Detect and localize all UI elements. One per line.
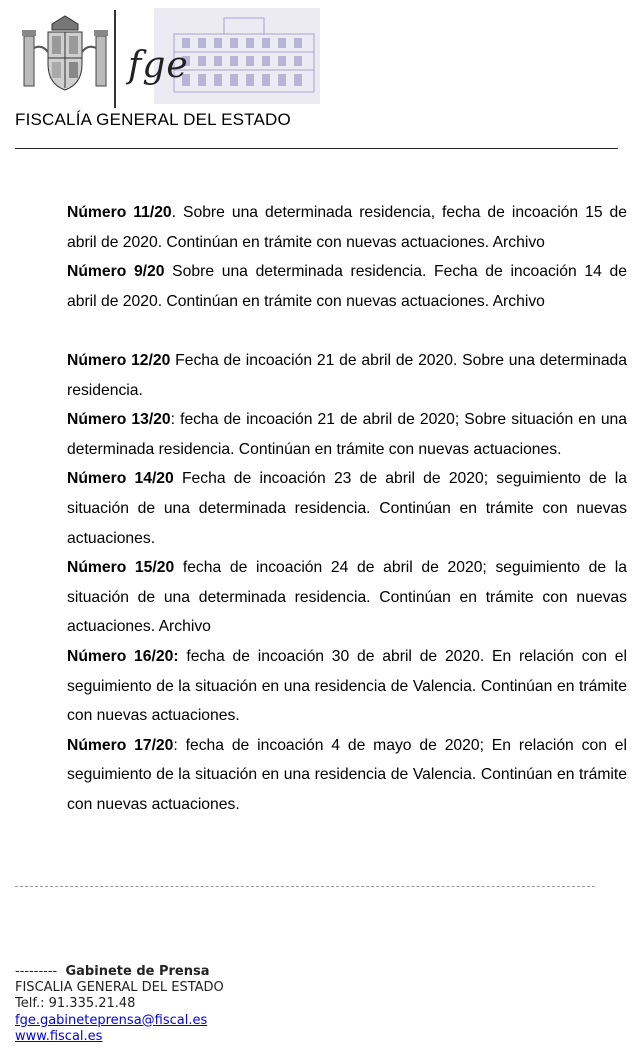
entry (67, 731, 627, 820)
entry (67, 405, 627, 464)
email-link[interactable]: fge.gabineteprensa@fiscal.es (15, 1012, 208, 1028)
letterhead (0, 0, 638, 112)
entry-number: Número 17/20 (67, 736, 174, 754)
entry (67, 257, 627, 316)
entry-number: Número 13/20 (67, 411, 171, 429)
entry-text: . Sobre una determinada residencia, fecha de incoación 15 de abril de 2020. Continúan en trámite con nuevas actuaciones. Archivo (67, 204, 627, 251)
footer-separator (15, 886, 595, 887)
entry-text: Fecha de incoación 23 de abril de 2020; seguimiento de la situación de una determinada residencia. Continúan en trámite con nuevas actuaciones. (67, 470, 627, 547)
entries-list (67, 198, 627, 819)
footer-dashes: --------- (15, 964, 58, 979)
footer-phone: Telf.: 91.335.21.48 (15, 996, 136, 1012)
entry (67, 642, 627, 731)
entry-text: fecha de incoación 30 de abril de 2020. En relación con el seguimiento de la situación en una residencia de Valencia. Continúan en trámite con nuevas actuaciones. (67, 647, 627, 725)
entry-number: Número 16/20: (67, 647, 179, 665)
paragraph-gap (67, 316, 627, 346)
entry-text: Sobre una determinada residencia. Fecha de incoación 14 de abril de 2020. Continúan en trámite con nuevas actuaciones. Archivo (67, 263, 627, 310)
entry (67, 346, 627, 405)
entry (67, 198, 627, 257)
entry-number: Número 15/20 (67, 559, 175, 577)
entry-number: Número 11/20 (67, 204, 172, 221)
header-divider (114, 10, 116, 108)
header-rule (15, 148, 618, 149)
org-title: FISCALÍA GENERAL DEL ESTADO (15, 110, 291, 129)
press-office-label: Gabinete de Prensa (65, 964, 210, 979)
fge-logo: fge (128, 45, 189, 86)
footer-label-line (15, 964, 224, 980)
entry-number: Número 12/20 (67, 351, 171, 369)
entry-text: : fecha de incoación 4 de mayo de 2020; En relación con el seguimiento de la situación en una residencia de Valencia. Continúan en trámite con nuevas actuaciones. (67, 736, 627, 813)
coat-of-arms-icon (22, 14, 108, 94)
entry-number: Número 14/20 (67, 470, 174, 488)
entry-text: : fecha de incoación 21 de abril de 2020; Sobre situación en una determinada residencia. Continúan en trámite con nuevas actuaciones. (67, 411, 627, 458)
entry-text: fecha de incoación 24 de abril de 2020; seguimiento de la situación de una determinada residencia. Continúan en trámite con nuevas actuaciones. Archivo (67, 559, 627, 636)
footer-org: FISCALIA GENERAL DEL ESTADO (15, 980, 224, 996)
website-link[interactable]: www.fiscal.es (15, 1028, 103, 1044)
entry-number: Número 9/20 (67, 263, 165, 281)
entry-text: Fecha de incoación 21 de abril de 2020. Sobre una determinada residencia. (67, 351, 627, 399)
entry (67, 464, 627, 553)
entry (67, 553, 627, 642)
press-footer (15, 964, 224, 1045)
